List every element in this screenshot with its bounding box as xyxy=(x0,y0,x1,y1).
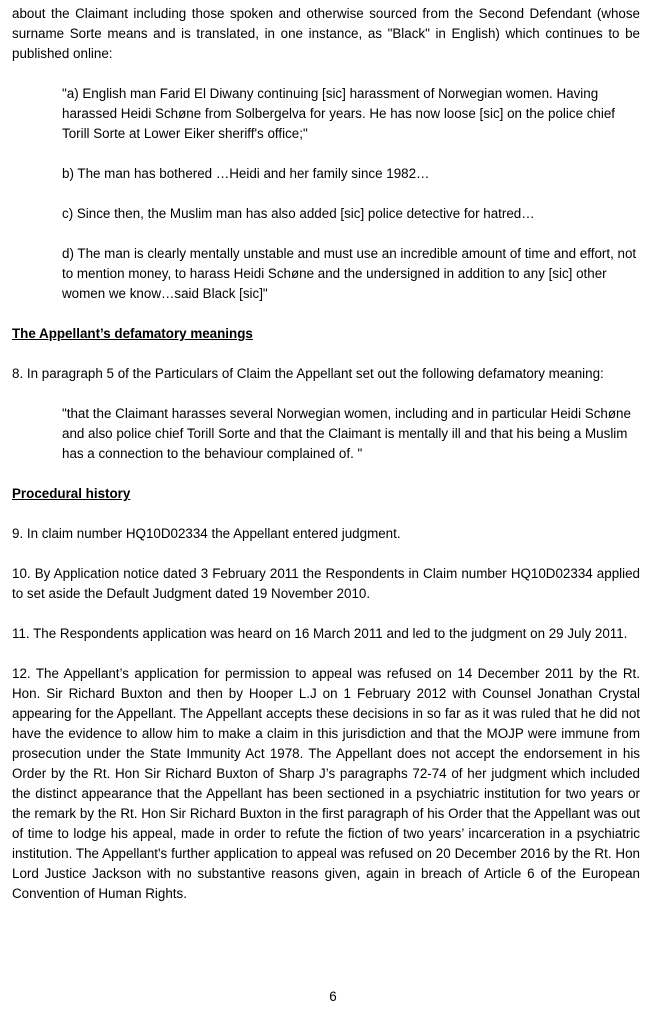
document-page xyxy=(12,4,640,904)
quote-c: c) Since then, the Muslim man has also added [sic] police detective for hatred… xyxy=(62,206,535,221)
heading-defamatory-meanings: The Appellant’s defamatory meanings xyxy=(12,326,253,341)
page-number: 6 xyxy=(329,989,337,1004)
quote-a: "a) English man Farid El Diwany continuing [sic] harassment of Norwegian women. Having harassed Heidi Schøne from Solbergelva for years. He has now loose [sic] on the police chief Torill Sorte at Lower Eiker sheriff's office;" xyxy=(62,86,616,141)
quote-d: d) The man is clearly mentally unstable and must use an incredible amount of time and effort, not to mention money, to harass Heidi Schøne and the undersigned in addition to any [sic] other women we know…said Black [sic]" xyxy=(62,246,637,301)
paragraph-12: 12. The Appellant’s application for permission to appeal was refused on 14 December 2011 by the Rt. Hon. Sir Richard Buxton and then by Hooper L.J on 1 February 2012 with Counsel Jonathan Crystal appearing for the Appellant. The Appellant accepts these decisions in so far as it was ruled that he did not have the evidence to allow him to make a claim in this jurisdiction and that the MOJP were immune from prosecution under the State Immunity Act 1978. The Appellant does not accept the endorsement in his Order by the Rt. Hon Sir Richard Buxton of Sharp J’s paragraphs 72-74 of her judgment which included the distinct appearance that the Appellant has been sectioned in a psychiatric institution for two years or the remark by the Rt. Hon Sir Richard Buxton in the first paragraph of his Order that the Appellant was out of time to lodge his appeal, made in order to refute the fiction of two years’ incarceration in a psychiatric institution. The Appellant's further application to appeal was refused on 20 December 2016 by the Rt. Hon Lord Justice Jackson with no substantive reasons given, again in breach of Article 6 of the European Convention of Human Rights. xyxy=(12,666,640,901)
quote-b: b) The man has bothered …Heidi and her family since 1982… xyxy=(62,166,430,181)
intro-paragraph: about the Claimant including those spoken and otherwise sourced from the Second Defendant (whose surname Sorte means and is translated, in one instance, as "Black" in English) which continues to be published online: xyxy=(12,6,640,61)
paragraph-9: 9. In claim number HQ10D02334 the Appellant entered judgment. xyxy=(12,526,401,541)
paragraph-11: 11. The Respondents application was heard on 16 March 2011 and led to the judgment on 29 July 2011. xyxy=(12,626,628,641)
heading-procedural-history: Procedural history xyxy=(12,486,131,501)
paragraph-8-quote: "that the Claimant harasses several Norwegian women, including and in particular Heidi Schøne and also police chief Torill Sorte and that the Claimant is mentally ill and that his being a Muslim has a connection to the behaviour complained of. " xyxy=(62,406,631,461)
paragraph-8: 8. In paragraph 5 of the Particulars of Claim the Appellant set out the following defamatory meaning: xyxy=(12,366,604,381)
paragraph-10: 10. By Application notice dated 3 February 2011 the Respondents in Claim number HQ10D02334 applied to set aside the Default Judgment dated 19 November 2010. xyxy=(12,566,640,601)
